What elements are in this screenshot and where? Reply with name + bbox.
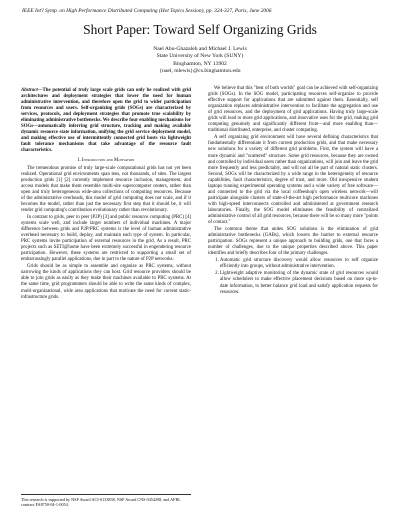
- abstract-lead: Abstract—: [21, 88, 43, 93]
- paragraph: The common theme that unites SOG solutions is the elimination of grid administrative bottlenecks (GABs), which lowers the barrier to external resource participation. SOGs represent a unique approach to building grids, one that faces a number of challenges, due to the unique properties described above. This paper identifies and briefly describes four of the primary challenges.: [208, 227, 378, 257]
- abstract: [21, 88, 191, 155]
- paragraph: In contrast to grids, peer to peer (P2P) [3] and public resource computing (PRC) [4] systems scale well, and include larger numbers of individual machines. A major difference between grids and P2P/PRC systems is the level of human administrative overhead necessary to build, deploy, and maintain each type of system. In particular, PRC systems invite participation of external resources in the grid. As a result, PRC projects such as SETI@home have been extremely successful in engendering resource participation. However, these systems are restricted to supporting a small set of embarrassingly parallel applications, due in part to the nature of P2P networks.: [21, 214, 191, 263]
- email: {nael, mlewis}@cs.binghamton.edu: [159, 68, 241, 75]
- author-block: [0, 46, 400, 76]
- paragraph: Grids should be as simple to assemble and organize as PRC systems, without narrowing the kinds of applications they can host. Grid resource providers should be able to join grids as easily as they make their machines available to PRC systems. At the same time, grid programmers should be able to write the same kinds of complex, multi-organizational, wide area applications that motivate the need for current static-infrastructure grids.: [21, 264, 191, 300]
- paragraph: We believe that this "best of both worlds" goal can be achieved with self-organizing grids (SOGs). In the SOG model, participating resources self-organize to provide effective support for applications that are submitted against them. Essentially, self organization replaces administrative intervention to facilitate the aggregation and use of grid resources, and the deployment of grid applications. Having truly large-scale grids will lead to more grid applications, and innovative uses for the grid, making grid computing genuinely and significantly different from—and more enabling than—traditional distributed, enterprise, and cluster computing.: [208, 86, 378, 134]
- left-column: [21, 88, 191, 302]
- affiliation: State University of New York (SUNY): [156, 53, 244, 60]
- abstract-body: The potential of truly large scale grids can only be realized with grid architectures and deployment strategies that lower the need for human administrative intervention, and therefore open the grid to wider participation from resources and users. Self-organizing grids (SOGs) are characterized by services, protocols, and deployment strategies that promote true scalability by eliminating administrative bottlenecks. We describe four enabling mechanisms for SOGs—automatically inferring grid structure, tracking and making available dynamic resource state information, unifying the grid service deployment model, and making effective use of intermittently connected grid hosts via lightweight fault tolerance mechanisms that take advantage of the resource fault characteristics.: [21, 88, 191, 154]
- right-column: [208, 86, 378, 297]
- section-heading: I. Introduction and Motivation: [77, 157, 135, 163]
- list-item: 2. Lightweight adaptive monitoring of the dynamic state of grid resources would allow schedulers to make effective placement decisions based on more up-to-date information, to better balance grid load and satisfy application requests for resources.: [220, 271, 378, 295]
- paper-title: Short Paper: Toward Self Organizing Grids: [83, 22, 317, 37]
- footnote: This research is supported by NSF Award ACI-0133838, NSF Award CNS 0454298, and AFRL contract FA8750-04-1-0054.: [21, 494, 191, 507]
- paragraph: The tremendous promise of truly large-scale computational grids has not yet been realized. Operational grid environments span tens, not thousands, of sites. The largest production grids [1] [2] currently implement resource inclusion, management, and access models that make them resemble multi-site supercomputer centers, rather than open and truly heterogeneous wide-area collections of computing resources. Because of the administrative overheads, this model of grid computing does not scale, and if it becomes the model, rather than just the necessary first step that it should be, it will render grid computing's contribution evolutionary rather than revolutionary.: [21, 165, 191, 213]
- list-item: 1. Automatic grid structure discovery would allow resources to self organize efficiently into groups, without administrative intervention.: [220, 258, 378, 270]
- paragraph: A self organizing grid environment will have several defining characteristics that fundamentally differentiate it from current production grids, and that make necessary new solutions for a variety of different grid problems. First, the system will have a more dynamic and "scattered" structure. Some grid resources, because they are owned and controlled by individual users rather than organizations, will join and leave the grid more frequently and less predictably, and will not all be part of natural static clusters. Second, SOGs will be characterized by a wide range in the heterogeneity of resource capabilities, fault characteristics, degree of trust, and more. Old inexpensive student laptops running experimental operating systems and a wide variety of free software—and connected to the grid via the local coffeeshop's open wireless network—will participate alongside clusters of state-of-the-art high performance multicore machines with high-speed interconnects controlled and administered at government research laboratories. Finally, the SOG model eliminates the feasibility of centralized administrative control of all grid resources, because there will be so many more "points of contact.": [208, 135, 378, 226]
- venue-line: IEEE Int'l Symp. on High Performance Distributed Computing (Hot Topics Session), pp. 324-327, Paris, June 2006: [22, 8, 272, 14]
- city: Binghamton, NY 13902: [173, 60, 227, 67]
- author-names: Nael Abu-Ghazaleh and Michael J. Lewis: [153, 46, 247, 52]
- challenge-list: [208, 258, 378, 295]
